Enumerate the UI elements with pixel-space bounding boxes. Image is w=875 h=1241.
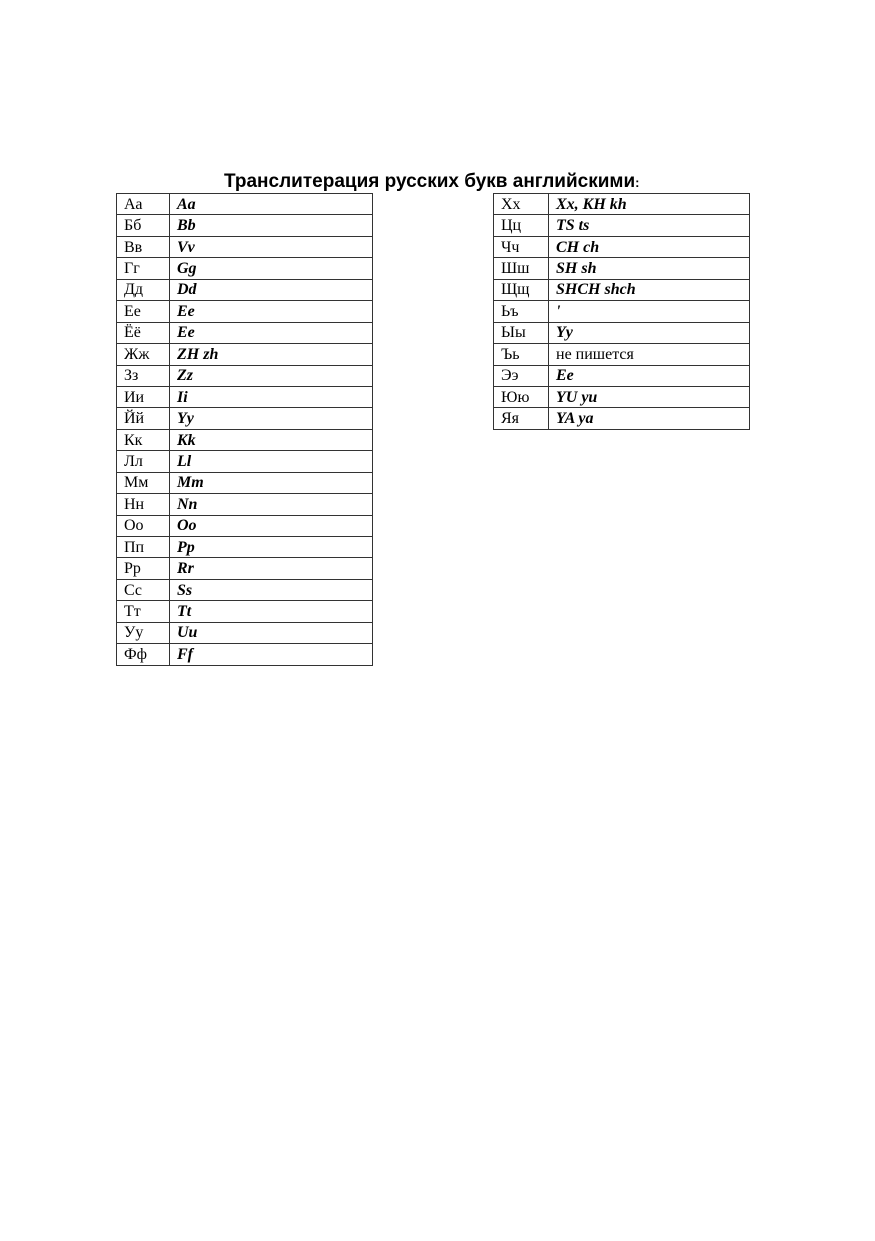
english-translit-cell: Ee: [170, 301, 373, 322]
english-translit-cell: Gg: [170, 258, 373, 279]
russian-letter-cell: Ыы: [494, 322, 549, 343]
english-translit-cell: Zz: [170, 365, 373, 386]
english-translit-cell: ZH zh: [170, 344, 373, 365]
table-row: [117, 537, 373, 558]
english-translit-cell: SH sh: [549, 258, 750, 279]
russian-letter-cell: Цц: [494, 215, 549, 236]
page-title-colon: :: [635, 175, 640, 190]
table-row: [494, 408, 750, 429]
english-translit-cell: Ss: [170, 579, 373, 600]
table-row: [494, 365, 750, 386]
table-row: [117, 429, 373, 450]
russian-letter-cell: Гг: [117, 258, 170, 279]
english-translit-cell: YA ya: [549, 408, 750, 429]
russian-letter-cell: Ьъ: [494, 301, 549, 322]
table-row: [117, 601, 373, 622]
english-translit-cell: Mm: [170, 472, 373, 493]
english-translit-cell: Ll: [170, 451, 373, 472]
english-translit-cell: Ff: [170, 644, 373, 665]
russian-letter-cell: Щщ: [494, 279, 549, 300]
english-translit-cell: Xx, KH kh: [549, 194, 750, 215]
table-row: [117, 622, 373, 643]
russian-letter-cell: Йй: [117, 408, 170, 429]
table-row: [494, 301, 750, 322]
table-row: [117, 472, 373, 493]
table-row: [494, 258, 750, 279]
russian-letter-cell: Чч: [494, 236, 549, 257]
russian-letter-cell: Рр: [117, 558, 170, 579]
english-translit-cell: Yy: [549, 322, 750, 343]
table-row: [117, 279, 373, 300]
russian-letter-cell: Пп: [117, 537, 170, 558]
table-row: [117, 258, 373, 279]
page-title: [224, 171, 684, 194]
russian-letter-cell: Сс: [117, 579, 170, 600]
table-row: [494, 194, 750, 215]
table-row: [117, 644, 373, 665]
russian-letter-cell: Зз: [117, 365, 170, 386]
english-translit-cell: Ii: [170, 386, 373, 407]
table-body-right: [494, 194, 750, 430]
russian-letter-cell: Уу: [117, 622, 170, 643]
table-row: [117, 408, 373, 429]
english-translit-cell: Oo: [170, 515, 373, 536]
russian-letter-cell: Ёё: [117, 322, 170, 343]
english-translit-cell: Pp: [170, 537, 373, 558]
russian-letter-cell: Аа: [117, 194, 170, 215]
table-row: [117, 515, 373, 536]
english-translit-cell: Aa: [170, 194, 373, 215]
table-row: [117, 194, 373, 215]
table-row: [494, 279, 750, 300]
russian-letter-cell: Юю: [494, 386, 549, 407]
english-translit-cell: Ee: [549, 365, 750, 386]
english-translit-cell: Tt: [170, 601, 373, 622]
english-translit-cell: Uu: [170, 622, 373, 643]
table-row: [117, 301, 373, 322]
table-row: [117, 579, 373, 600]
english-translit-cell: Yy: [170, 408, 373, 429]
russian-letter-cell: Жж: [117, 344, 170, 365]
table-row: [494, 344, 750, 365]
russian-letter-cell: Ээ: [494, 365, 549, 386]
russian-letter-cell: Яя: [494, 408, 549, 429]
english-translit-cell: CH ch: [549, 236, 750, 257]
russian-letter-cell: Оо: [117, 515, 170, 536]
english-translit-cell: не пишется: [549, 344, 750, 365]
english-translit-cell: Vv: [170, 236, 373, 257]
russian-letter-cell: Вв: [117, 236, 170, 257]
english-translit-cell: ': [549, 301, 750, 322]
russian-letter-cell: Фф: [117, 644, 170, 665]
table-row: [117, 236, 373, 257]
table-row: [117, 494, 373, 515]
english-translit-cell: Bb: [170, 215, 373, 236]
english-translit-cell: TS ts: [549, 215, 750, 236]
russian-letter-cell: Ее: [117, 301, 170, 322]
table-row: [117, 365, 373, 386]
russian-letter-cell: Хх: [494, 194, 549, 215]
english-translit-cell: Nn: [170, 494, 373, 515]
table-body-left: [117, 194, 373, 666]
table-row: [494, 215, 750, 236]
table-row: [117, 451, 373, 472]
russian-letter-cell: Мм: [117, 472, 170, 493]
russian-letter-cell: Ии: [117, 386, 170, 407]
english-translit-cell: Rr: [170, 558, 373, 579]
transliteration-table-right: [493, 193, 750, 430]
russian-letter-cell: Нн: [117, 494, 170, 515]
table-row: [494, 322, 750, 343]
table-row: [494, 236, 750, 257]
table-row: [117, 344, 373, 365]
english-translit-cell: SHCH shch: [549, 279, 750, 300]
english-translit-cell: YU yu: [549, 386, 750, 407]
english-translit-cell: Dd: [170, 279, 373, 300]
page-title-text: Транслитерация русских букв английскими: [224, 171, 636, 192]
russian-letter-cell: Кк: [117, 429, 170, 450]
russian-letter-cell: Шш: [494, 258, 549, 279]
table-row: [117, 386, 373, 407]
russian-letter-cell: Ъь: [494, 344, 549, 365]
table-row: [117, 322, 373, 343]
russian-letter-cell: Дд: [117, 279, 170, 300]
russian-letter-cell: Тт: [117, 601, 170, 622]
english-translit-cell: Ee: [170, 322, 373, 343]
table-row: [117, 215, 373, 236]
russian-letter-cell: Лл: [117, 451, 170, 472]
table-row: [494, 386, 750, 407]
transliteration-table-left: [116, 193, 373, 666]
table-row: [117, 558, 373, 579]
russian-letter-cell: Бб: [117, 215, 170, 236]
english-translit-cell: Kk: [170, 429, 373, 450]
